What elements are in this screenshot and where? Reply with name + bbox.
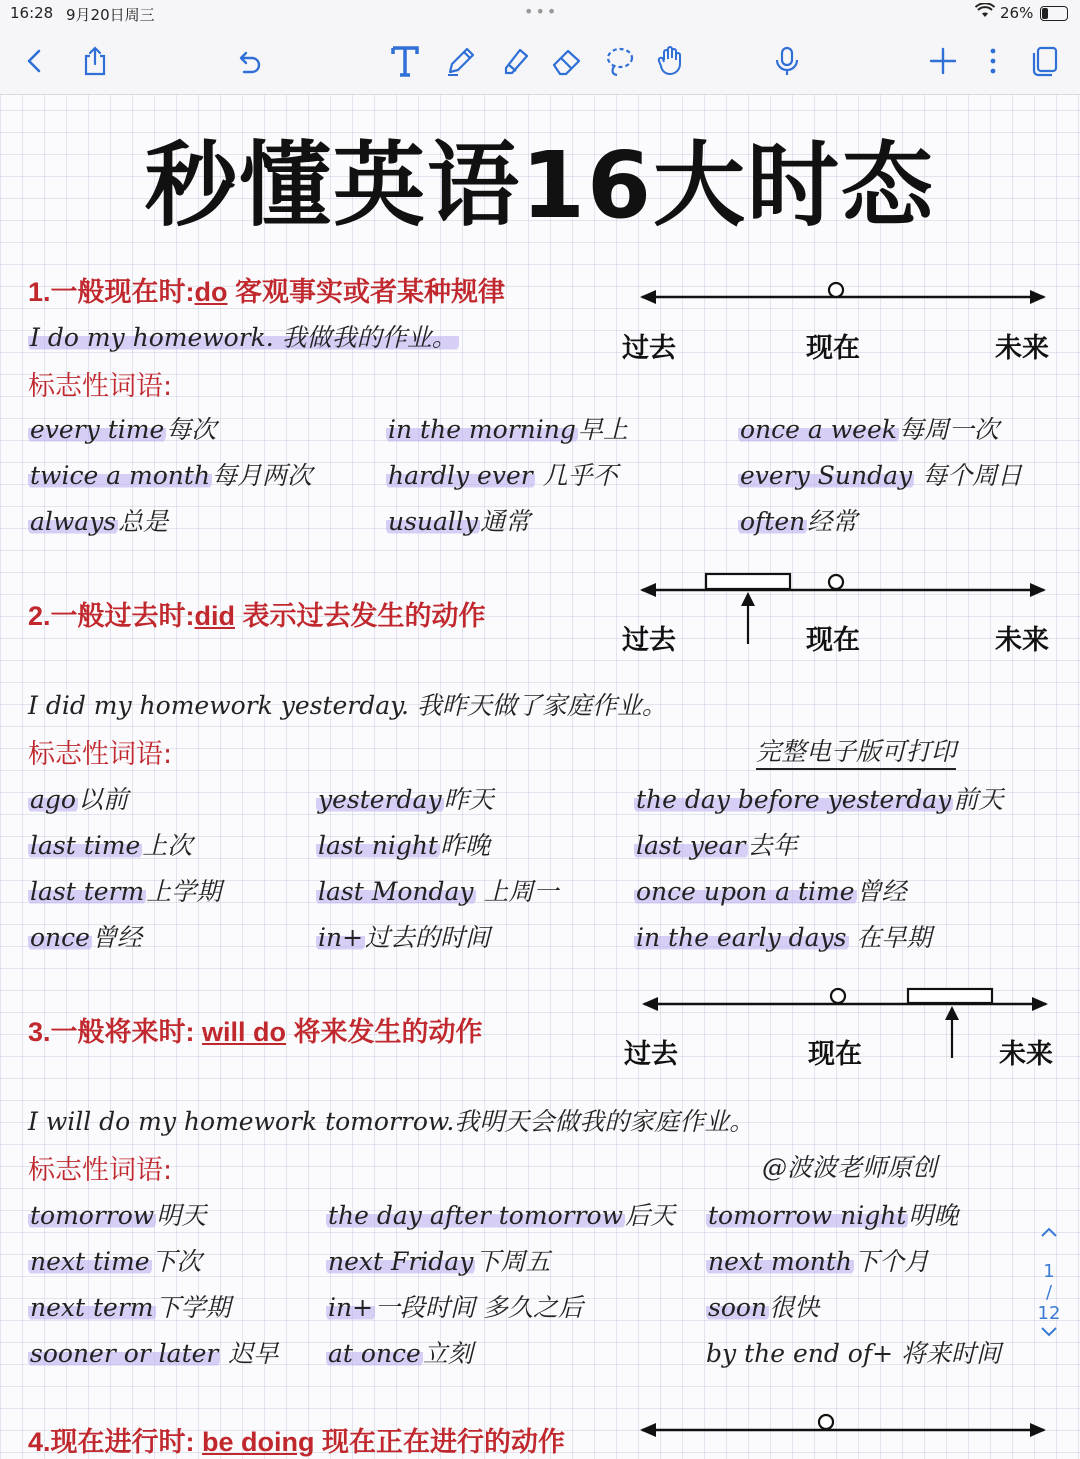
word-item: tomorrow night明晚 — [708, 1201, 959, 1230]
plus-icon[interactable] — [924, 42, 962, 80]
section-4-keyword: be doing — [202, 1427, 315, 1457]
status-time: 16:28 — [10, 4, 54, 22]
page-separator: / — [1045, 1282, 1053, 1303]
word-item: once upon a time曾经 — [636, 877, 907, 906]
section-3-keyword: will do — [202, 1017, 287, 1047]
status-bar — [0, 0, 1080, 28]
word-item: last time上次 — [30, 831, 193, 860]
word-item: once曾经 — [30, 923, 142, 952]
timeline-1-past: 过去 — [622, 333, 676, 364]
back-icon[interactable] — [16, 42, 54, 80]
section-3-heading: 3.一般将来时: will do 将来发生的动作 — [28, 1017, 483, 1047]
now-marker — [829, 575, 843, 589]
word-item: twice a month每月两次 — [30, 461, 313, 490]
author-note: @波波老师原创 — [762, 1153, 938, 1182]
section-2-heading: 2.一般过去时:did 表示过去发生的动作 — [28, 601, 486, 631]
multitask-dots-icon[interactable]: ••• — [524, 2, 559, 21]
past-block — [706, 574, 790, 589]
page-navigator — [1036, 1224, 1062, 1364]
text-tool-icon[interactable] — [386, 42, 424, 80]
timeline-1-future: 未来 — [995, 333, 1049, 364]
word-item: in the early days 在早期 — [636, 923, 932, 952]
page-down-icon[interactable] — [1036, 1324, 1062, 1343]
word-item: ago以前 — [30, 785, 128, 814]
toolbar — [0, 28, 1080, 95]
future-block — [908, 989, 992, 1003]
microphone-icon[interactable] — [768, 42, 806, 80]
timeline-1-now: 现在 — [806, 333, 860, 364]
word-item: the day after tomorrow后天 — [328, 1201, 675, 1230]
word-item: next Friday下周五 — [328, 1247, 551, 1276]
section-1-keyword: do — [194, 277, 228, 307]
section-4-heading: 4.现在进行时: be doing 现在正在进行的动作 — [28, 1427, 566, 1457]
word-item: next term下学期 — [30, 1293, 231, 1322]
word-item: every time每次 — [30, 415, 217, 444]
now-marker — [831, 989, 845, 1003]
word-item: yesterday昨天 — [318, 785, 494, 814]
wifi-icon — [975, 3, 995, 23]
print-note: 完整电子版可打印 — [756, 732, 956, 770]
section-2-example: I did my homework yesterday. 我昨天做了家庭作业。 — [28, 691, 667, 720]
word-item: last night昨晚 — [318, 831, 490, 860]
now-marker — [819, 1415, 833, 1429]
word-item: in+过去的时间 — [318, 923, 491, 952]
word-item: usually通常 — [388, 507, 531, 536]
word-item: in the morning早上 — [388, 415, 628, 444]
timeline-1 — [636, 280, 1050, 316]
word-item: in+一段时间 多久之后 — [328, 1293, 583, 1322]
word-item: every Sunday 每个周日 — [740, 461, 1023, 490]
timeline-2-future: 未来 — [995, 625, 1049, 656]
timeline-2-past: 过去 — [622, 625, 676, 656]
section-3-marker-label: 标志性词语: — [28, 1155, 173, 1186]
section-1-heading: 1.一般现在时:do 客观事实或者某种规律 — [28, 277, 506, 307]
word-item: always总是 — [30, 507, 169, 536]
more-icon[interactable] — [974, 42, 1012, 80]
undo-icon[interactable] — [230, 42, 268, 80]
status-date: 9月20日周三 — [66, 6, 155, 24]
word-item: last Monday 上周一 — [318, 877, 559, 906]
page-title: 秒懂英语16大时态 — [144, 132, 936, 239]
timeline-3-past: 过去 — [624, 1039, 678, 1070]
word-item: sooner or later 迟早 — [30, 1339, 279, 1368]
word-item: last year去年 — [636, 831, 798, 860]
word-item: by the end of+ 将来时间 — [706, 1339, 1002, 1368]
share-icon[interactable] — [76, 42, 114, 80]
word-item: the day before yesterday前天 — [636, 785, 1004, 814]
timeline-4 — [636, 1410, 1050, 1440]
word-item: next month下个月 — [708, 1247, 930, 1276]
lasso-icon[interactable] — [600, 42, 638, 80]
section-2-keyword: did — [194, 601, 236, 631]
word-item: once a week每周一次 — [740, 415, 999, 444]
hand-icon[interactable] — [652, 42, 690, 80]
word-item: at once立刻 — [328, 1339, 473, 1368]
word-item: often经常 — [740, 507, 858, 536]
page-up-icon[interactable] — [1036, 1224, 1062, 1243]
pages-icon[interactable] — [1026, 42, 1064, 80]
page-total: 12 — [1037, 1303, 1061, 1324]
word-item: next time下次 — [30, 1247, 202, 1276]
eraser-icon[interactable] — [548, 42, 586, 80]
battery-icon — [1040, 6, 1068, 21]
word-item: soon很快 — [708, 1293, 820, 1322]
now-marker — [829, 283, 843, 297]
timeline-3-future: 未来 — [999, 1039, 1053, 1070]
timeline-2-now: 现在 — [806, 625, 860, 656]
battery-percent: 26% — [1000, 4, 1034, 22]
section-1-marker-label: 标志性词语: — [28, 371, 173, 402]
word-item: tomorrow明天 — [30, 1201, 207, 1230]
section-3-example: I will do my homework tomorrow.我明天会做我的家庭作业。 — [28, 1107, 755, 1136]
highlighter-icon[interactable] — [496, 42, 534, 80]
pen-icon[interactable] — [442, 42, 480, 80]
section-2-marker-label: 标志性词语: — [28, 739, 173, 770]
word-item: hardly ever 几乎不 — [388, 461, 618, 490]
timeline-3-now: 现在 — [808, 1039, 862, 1070]
word-item: last term上学期 — [30, 877, 222, 906]
section-1-example: I do my homework. 我做我的作业。 — [30, 323, 457, 352]
page-current: 1 — [1043, 1261, 1055, 1282]
